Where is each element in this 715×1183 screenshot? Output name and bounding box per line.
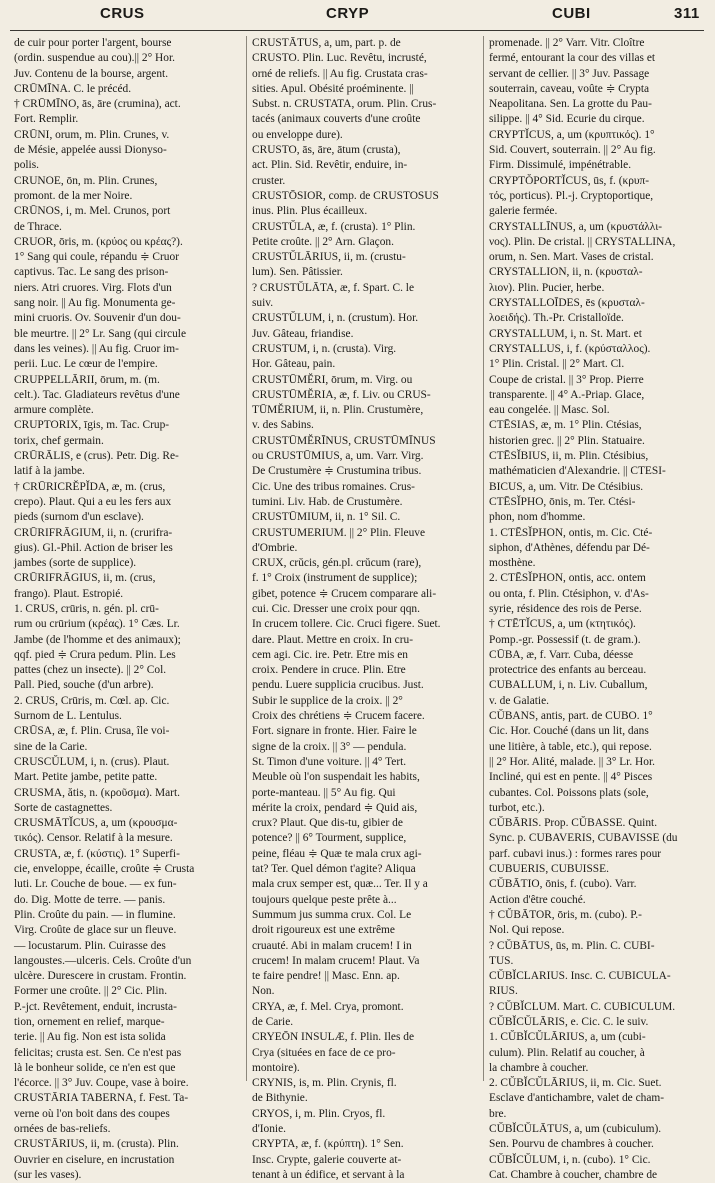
text-line: 2. CTĒSĬPHON, ontis, acc. ontem — [489, 572, 646, 585]
text-line: luti. Lr. Couche de boue. — ex fun- — [14, 878, 177, 891]
column-1 — [14, 36, 240, 1181]
text-line: crepo). Plaut. Qui a eu les fers aux — [14, 495, 172, 508]
text-line: Juv. Contenu de la bourse, argent. — [14, 67, 169, 80]
text-line: Cic. Une des tribus romaines. Crus- — [252, 480, 415, 493]
text-line: CRŪNI, orum, m. Plin. Crunes, v. — [14, 128, 170, 141]
text-line: 1. CŬBĬCŬLĀRIUS, a, um (cubi- — [489, 1031, 646, 1044]
text-line: porte-manteau. || 5° Au fig. Qui — [252, 786, 396, 799]
text-line: CRYSTALLUM, i, n. St. Mart. et — [489, 327, 642, 340]
text-line: CRUSMA, ătis, n. (κροῦσμα). Mart. — [14, 786, 180, 799]
text-line: CŬBĬCŬLUM, i, n. (cubo). 1° Cic. — [489, 1153, 651, 1166]
text-line: CRUNOE, ōn, m. Plin. Crunes, — [14, 174, 158, 187]
text-line: Subst. n. CRUSTATA, orum. Plin. Crus- — [252, 98, 437, 111]
text-line: Sen. Pourvu de chambres à coucher. — [489, 1138, 654, 1151]
text-line: la chambre à coucher. — [489, 1061, 589, 1074]
text-line: d'Ionie. — [252, 1123, 286, 1136]
text-line: (ordin. suspendue au cou).|| 2° Hor. — [14, 52, 175, 65]
text-line: CRUSTŪMĔRI, ōrum, m. Virg. ou — [252, 373, 413, 386]
text-line: syrie, résidence des rois de Perse. — [489, 602, 642, 615]
text-line: CRUSTŌSIOR, comp. de CRUSTOSUS — [252, 189, 439, 202]
text-line: de cuir pour porter l'argent, bourse — [14, 37, 172, 49]
text-line: Meuble où l'on suspendait les habits, — [252, 771, 420, 784]
text-line: niers. Atri cruores. Virg. Flots d'un — [14, 281, 172, 294]
text-line: 1. CRUS, crūris, n. gén. pl. crū- — [14, 602, 159, 615]
text-line: tacés (animaux couverts d'une croûte — [252, 113, 421, 126]
text-line: CRYSTALLOĪDES, ēs (κρυσταλ- — [489, 297, 645, 310]
text-line: sang noir. || Au fig. Monumenta ge- — [14, 297, 176, 310]
text-line: f. 1° Croix (instrument de supplice); — [252, 572, 418, 585]
text-line: † CRŪMĪNO, ās, āre (crumina), act. — [14, 98, 181, 111]
text-line: CRUSTĀTUS, a, um, part. p. de — [252, 37, 401, 49]
column-divider — [246, 36, 247, 1081]
text-line: montoire). — [252, 1061, 300, 1074]
text-line: act. Plin. Sid. Revêtir, enduire, in- — [252, 159, 408, 172]
text-line: v. de Galatie. — [489, 694, 549, 707]
text-line: BICUS, a, um. Vitr. De Ctésibius. — [489, 480, 644, 493]
text-line: CRŪNOS, i, m. Mel. Crunos, port — [14, 205, 171, 218]
text-line: Subir le supplice de la croix. || 2° — [252, 694, 403, 707]
text-line: CRUSTŪMĔRĪNUS, CRUSTŪMĪNUS — [252, 434, 436, 447]
header-rule — [10, 30, 704, 31]
text-line: Incliné, qui est en pente. || 4° Pisces — [489, 771, 653, 784]
text-line: CUBALLUM, i, n. Liv. Cuballum, — [489, 679, 648, 692]
text-line: captivus. Tac. Le sang des prison- — [14, 266, 169, 279]
running-header — [0, 0, 714, 34]
text-line: cui. Cic. Dresser une croix pour qqn. — [252, 602, 420, 615]
text-line: CRUSTŬLUM, i, n. (crustum). Hor. — [252, 312, 419, 325]
text-line: CRŪMĪNA. C. le précéd. — [14, 82, 132, 95]
column-2 — [252, 36, 478, 1181]
text-line: CRYPTA, æ, f. (κρύπτη). 1° Sen. — [252, 1138, 404, 1151]
text-line: cubantes. Col. Poissons plats (sole, — [489, 786, 649, 799]
text-line: gius). Gl.-Phil. Action de briser les — [14, 541, 173, 554]
text-line: ? CŬBĬCLUM. Mart. C. CUBICULUM. — [489, 1000, 676, 1013]
column-divider — [483, 36, 484, 1081]
text-line: Surnom de L. Lentulus. — [14, 710, 122, 723]
text-line: CRUOR, ōris, m. (κρύος ou κρέας?). — [14, 235, 183, 248]
text-line: croix. Pendere in cruce. Plin. Etre — [252, 664, 406, 677]
header-left-word: CRUS — [100, 5, 145, 22]
text-line: ornées de bas-reliefs. — [14, 1123, 111, 1136]
text-line: sine de la Carie. — [14, 740, 88, 753]
text-line: orné de reliefs. || Au fig. Crustata cras- — [252, 67, 428, 80]
text-line: 1° Sang qui coule, répandu ≑ Cruor — [14, 251, 179, 264]
text-line: latif à la jambe. — [14, 465, 85, 478]
header-center-word: CRYP — [326, 5, 370, 22]
text-line: CŬBĀTIO, ōnis, f. (cubo). Varr. — [489, 878, 637, 891]
text-line: CTĒSIAS, æ, m. 1° Plin. Ctésias, — [489, 419, 642, 432]
text-line: CRUSTUM, i, n. (crusta). Virg. — [252, 342, 397, 355]
text-line: τικός). Censor. Relatif à la mesure. — [14, 832, 173, 845]
text-line: celt.). Tac. Gladiateurs revêtus d'une — [14, 388, 180, 401]
text-line: λιον). Plin. Pucier, herbe. — [489, 281, 605, 294]
text-line: cie, enveloppe, écaille, croûte ≑ Crusta — [14, 863, 195, 876]
text-line: In crucem tollere. Cic. Cruci figere. Suet. — [252, 618, 441, 631]
text-line: CRYOS, i, m. Plin. Cryos, fl. — [252, 1107, 386, 1120]
text-line: tat? Ter. Quel démon t'agite? Aliqua — [252, 863, 416, 876]
text-line: CRUSTŬLĀRIUS, ii, m. (crustu- — [252, 251, 406, 264]
text-line: † CTĒTĬCUS, a, um (κτητικός). — [489, 618, 636, 631]
text-line: Jambe (de l'homme et des animaux); — [14, 633, 181, 646]
text-line: Fort. Remplir. — [14, 113, 79, 126]
text-line: transparente. || 4° A.-Priap. Glace, — [489, 388, 645, 401]
text-line: CRŪRIFRĀGIUS, ii, m. (crus, — [14, 572, 156, 585]
text-line: de Thrace. — [14, 220, 62, 233]
text-line: phon, nom d'homme. — [489, 511, 586, 524]
text-line: Former une croûte. || 2° Cic. Plin. — [14, 985, 168, 998]
text-line: signe de la croix. || 3° — pendula. — [252, 740, 407, 753]
text-line: toujours quelque peste prête à... — [252, 893, 397, 906]
text-line: CRUX, crŭcis, gén.pl. crŭcum (rare), — [252, 557, 422, 570]
text-line: CRUPPELLĀRII, ōrum, m. (m. — [14, 373, 160, 386]
text-line: CRYSTALLUS, i, f. (κρύσταλλος). — [489, 342, 651, 355]
text-line: armure complète. — [14, 404, 94, 417]
text-line: jambes (sorte de supplice). — [14, 557, 137, 570]
text-line: rum ou crūrium (κρέας). 1° Cæs. Lr. — [14, 618, 180, 631]
text-line: promenade. || 2° Varr. Vitr. Cloître — [489, 37, 645, 49]
text-line: Neapolitana. Sen. La grotte du Pau- — [489, 98, 652, 111]
text-line: pendu. Luere suppliciа crucibus. Just. — [252, 679, 424, 692]
text-line: tion, ornement en relief, marque- — [14, 1016, 165, 1028]
text-line: crux? Plaut. Que dis-tu, gibier de — [252, 817, 403, 830]
text-line: CRUSTŪMĔRIA, æ, f. Liv. ou CRUS- — [252, 388, 431, 401]
text-line: verne où l'on boit dans des coupes — [14, 1107, 170, 1120]
text-line: TŪMĔRIUM, ii, n. Plin. Crustumère, — [252, 404, 424, 417]
text-line: CŬBĬCŬLĀRIS, e. Cic. C. le suiv. — [489, 1016, 649, 1028]
text-line: Sorte de castagnettes. — [14, 801, 113, 814]
text-line: sities. Apul. Obésité proéminente. || — [252, 82, 414, 95]
text-line: droit rigoureux est une extrême — [252, 924, 395, 937]
text-line: Coupe de cristal. || 3° Prop. Pierre — [489, 373, 644, 386]
text-line: terie. || Au fig. Non est ista solida — [14, 1031, 166, 1044]
text-line: CRYPTĬCUS, a, um (κρυπτικός). 1° — [489, 128, 655, 141]
text-line: CRYNIS, is, m. Plin. Crynis, fl. — [252, 1077, 397, 1090]
text-line: λοειδής). Th.-Pr. Cristalloïde. — [489, 312, 624, 325]
text-line: Petite croûte. || 2° Arn. Glaçon. — [252, 235, 394, 248]
text-line: inus. Plin. Plus écailleux. — [252, 205, 368, 218]
text-line: Pomp.-gr. Possessif (t. de gram.). — [489, 633, 641, 646]
text-line: perii. Luc. Le cœur de l'empire. — [14, 358, 158, 371]
text-line: ou CRUSTŪMIUS, a, um. Varr. Virg. — [252, 450, 424, 463]
text-line: là le bonheur solide, ce n'en est que — [14, 1061, 176, 1074]
text-line: CRYSTALLĪNUS, a, um (κρυστάλλι- — [489, 220, 663, 233]
text-line: Action d'être couché. — [489, 893, 586, 906]
text-line: crucem! In malam crucem! Plaut. Va — [252, 954, 420, 967]
text-line: do. Dig. Motte de terre. — panis. — [14, 893, 166, 906]
text-line: ulcère. Durescere in crustam. Frontin. — [14, 970, 187, 983]
text-line: historien grec. || 2° Plin. Statuaire. — [489, 434, 645, 447]
text-line: langoustes.—ulceris. Cels. Croûte d'un — [14, 954, 192, 967]
text-line: St. Timon d'une voiture. || 4° Tert. — [252, 755, 407, 768]
text-line: turbot, etc.). — [489, 801, 545, 814]
text-line: mathématicien d'Alexandrie. || CTESI- — [489, 465, 666, 478]
text-line: CRUSTO, ās, āre, ātum (crusta), — [252, 144, 401, 157]
text-line: dare. Plaut. Mettre en croix. In cru- — [252, 633, 413, 646]
text-line: Crya (situées en face de ce pro- — [252, 1046, 396, 1059]
text-line: siphon, d'Athènes, défendu par Dé- — [489, 541, 650, 554]
text-line: τός, porticus). Pl.-j. Cryptoportique, — [489, 189, 654, 202]
text-line: Firm. Dissimulé, impénétrable. — [489, 159, 632, 172]
text-line: CRUSTŬLA, æ, f. (crusta). 1° Plin. — [252, 220, 416, 233]
text-line: CRUPTORIX, īgis, m. Tac. Crup- — [14, 419, 170, 432]
text-line: ? CŬBĀTUS, ūs, m. Plin. C. CUBI- — [489, 939, 655, 952]
text-line: CŬBANS, antis, part. de CUBO. 1° — [489, 710, 653, 723]
text-line: De Crustumère ≑ Crustumina tribus. — [252, 465, 422, 478]
text-line: torix, chef germain. — [14, 434, 104, 447]
text-line: CUBUERIS, CUBUISSE. — [489, 863, 609, 876]
text-line: Sync. p. CUBAVERIS, CUBAVISSE (du — [489, 832, 678, 845]
text-line: CTĒSĬPHO, ōnis, m. Ter. Ctési- — [489, 495, 636, 508]
text-line: gibet, potence ≑ Crucem comparare ali- — [252, 587, 437, 600]
text-line: Croix des chrétiens ≑ Crucem facere. — [252, 710, 425, 723]
text-line: 1. CTĒSĬPHON, ontis, m. Cic. Cté- — [489, 526, 653, 539]
text-line: mini cruoris. Ov. Souvenir d'un dou- — [14, 312, 181, 325]
text-line: ou onta, f. Plin. Ctésiphon, v. d'As- — [489, 587, 649, 600]
text-line: CRUSCŬLUM, i, n. (crus). Plaut. — [14, 755, 170, 768]
text-line: Juv. Gâteau, friandise. — [252, 327, 354, 340]
text-line: CRYPTŎPORTĬCUS, ūs, f. (κρυπ- — [489, 174, 650, 187]
column-3 — [489, 36, 715, 1181]
text-line: CTĒSĬBIUS, ii, m. Plin. Ctésibius, — [489, 450, 649, 463]
text-line: v. des Sabins. — [252, 419, 314, 432]
text-line: ou enveloppe dure). — [252, 128, 343, 141]
text-line: CRUSTA, æ, f. (κύστις). 1° Superfi- — [14, 847, 180, 860]
text-line: une litière, à table, etc.), qui repose. — [489, 740, 652, 753]
text-line: l'écorce. || 3° Juv. Coupe, vase à boire. — [14, 1077, 189, 1090]
text-line: de Bithynie. — [252, 1092, 308, 1105]
page-number: 311 — [674, 5, 700, 22]
text-line: † CŬBĀTOR, ōris, m. (cubo). P.- — [489, 908, 642, 921]
text-line: Cat. Chambre à coucher, chambre de — [489, 1168, 658, 1181]
text-line: Esclave d'antichambre, valet de cham- — [489, 1092, 665, 1105]
text-line: Virg. Croûte de glace sur un fleuve. — [14, 924, 177, 937]
text-line: 2. CŬBĬCŬLĀRIUS, ii, m. Cic. Suet. — [489, 1077, 662, 1090]
text-line: CRUSTĀRIA TABERNA, f. Fest. Ta- — [14, 1092, 189, 1105]
text-line: CŬBĀRIS. Prop. CŬBASSE. Quint. — [489, 817, 658, 830]
text-line: mosthène. — [489, 557, 536, 570]
text-line: dans les veines). || Au fig. Cruor im- — [14, 342, 179, 355]
text-line: CRUSTUMERIUM. || 2° Plin. Fleuve — [252, 526, 426, 539]
text-line: Pall. Pied, souche (d'un arbre). — [14, 679, 154, 692]
text-line: promont. de la mer Noire. — [14, 189, 133, 202]
text-line: polis. — [14, 159, 40, 172]
text-line: mérite la croix, pendard ≑ Quid ais, — [252, 801, 418, 814]
text-line: † CRŪRICRĔPĬDA, æ, m. (crus, — [14, 480, 166, 493]
text-line: ? CRUSTŬLĀTA, æ, f. Spart. C. le — [252, 281, 415, 294]
header-right-word: CUBI — [552, 5, 591, 22]
text-line: Hor. Gâteau, pain. — [252, 358, 336, 371]
text-line: culum). Plin. Relatif au coucher, à — [489, 1046, 645, 1059]
text-line: 2. CRUS, Crūris, m. Cœl. ap. Cic. — [14, 694, 170, 707]
text-line: tenant à un édifice, et servant à la — [252, 1168, 405, 1181]
text-line: RIUS. — [489, 985, 518, 998]
text-line: bre. — [489, 1107, 507, 1120]
text-line: peine, fléau ≑ Quæ te mala crux agi- — [252, 847, 422, 860]
text-line: TUS. — [489, 954, 514, 967]
text-line: pattes (chez un insecte). || 2° Col. — [14, 664, 167, 677]
text-line: silippe. || 4° Sid. Ecurie du cirque. — [489, 113, 645, 126]
text-line: frango). Plaut. Estropié. — [14, 587, 124, 600]
text-line: lum). Sen. Pâtissier. — [252, 266, 343, 279]
text-line: tumini. Liv. Hab. de Crustumère. — [252, 495, 403, 508]
text-line: galerie fermée. — [489, 205, 558, 218]
text-line: ble meurtre. || 2° Lr. Sang (qui circule — [14, 327, 187, 340]
text-line: de Mésie, appelée aussi Dionyso- — [14, 144, 167, 157]
text-line: CRUSTĀRIUS, ii, m. (crusta). Plin. — [14, 1138, 179, 1151]
text-line: de Carie. — [252, 1016, 294, 1028]
text-line: CRUSTŪMIUM, ii, n. 1° Sil. C. — [252, 511, 401, 524]
text-line: CŬBĬCŬLĀTUS, a, um (cubiculum). — [489, 1123, 662, 1136]
text-line: Sid. Couvert, souterrain. || 2° Au fig. — [489, 144, 656, 157]
text-line: d'Ombrie. — [252, 541, 298, 554]
text-line: P.-jct. Revêtement, enduit, incrusta- — [14, 1000, 177, 1013]
text-line: servant de cellier. || 3° Juv. Passage — [489, 67, 650, 80]
text-line: Ouvrier en ciselure, en incrustation — [14, 1153, 175, 1166]
text-line: pieds (surnom d'un esclave). — [14, 511, 144, 524]
text-line: te faire pendre! || Masc. Enn. ap. — [252, 970, 400, 983]
text-line: orum, n. Sen. Mart. Vases de cristal. — [489, 251, 654, 264]
text-line: CRŪSA, æ, f. Plin. Crusa, île voi- — [14, 725, 170, 738]
text-line: CRŪRĀLIS, e (crus). Petr. Dig. Re- — [14, 450, 179, 463]
text-line: cem agi. Cic. ire. Petr. Etre mis en — [252, 648, 408, 661]
text-line: 1° Plin. Cristal. || 2° Mart. Cl. — [489, 358, 625, 371]
text-line: potence? || 6° Tourment, supplice, — [252, 832, 407, 845]
text-line: qqf. pied ≑ Crura pedum. Plin. Les — [14, 648, 176, 661]
text-line: eau congelée. || Masc. Sol. — [489, 404, 610, 417]
text-line: fermé, entourant la cour des villas et — [489, 52, 656, 65]
text-line: protectrice des enfants au berceau. — [489, 664, 647, 677]
text-line: (sur les vases). — [14, 1168, 82, 1181]
text-line: νος). Plin. De cristal. || CRYSTALLINA, — [489, 235, 676, 248]
text-line: Fort. signare in fronte. Hier. Faire le — [252, 725, 417, 738]
text-line: Nol. Qui repose. — [489, 924, 565, 937]
text-line: — locustarum. Plin. Cuirasse des — [14, 939, 166, 952]
text-line: CRYEŌN INSULÆ, f. Plin. Iles de — [252, 1031, 414, 1044]
text-line: Insc. Crypte, galerie couverte at- — [252, 1153, 402, 1166]
text-line: Mart. Petite jambe, petite patte. — [14, 771, 158, 784]
text-line: cruauté. Abi in malam crucem! I in — [252, 939, 412, 952]
text-line: CRYSTALLION, ii, n. (κρυσταλ- — [489, 266, 643, 279]
text-line: CRYA, æ, f. Mel. Crya, promont. — [252, 1000, 404, 1013]
text-line: Plin. Croûte du pain. — in flumine. — [14, 908, 176, 921]
text-line: Summum jus summa crux. Col. Le — [252, 908, 412, 921]
text-line: suiv. — [252, 297, 274, 310]
text-line: CRŪRIFRĀGIUM, ii, n. (crurifra- — [14, 526, 173, 539]
text-line: souterrain, caveau, voûte ≑ Crypta — [489, 82, 650, 95]
text-line: CŬBĬCLARIUS. Insc. C. CUBICULA- — [489, 970, 671, 983]
text-line: felicitas; crusta est. Sen. Ce n'est pas — [14, 1046, 182, 1059]
text-line: || 2° Hor. Alité, malade. || 3° Lr. Hor. — [489, 755, 655, 768]
text-line: Cic. Hor. Couché (dans un lit, dans — [489, 725, 649, 738]
text-line: CRUSMĀTĬCUS, a, um (κρουσμα- — [14, 817, 178, 830]
text-line: parf. cubavi inus.) : formes rares pour — [489, 847, 662, 860]
text-line: CŪBA, æ, f. Varr. Cuba, déesse — [489, 648, 634, 661]
text-line: Non. — [252, 985, 275, 998]
text-line: mala crux semper est, quæ... Ter. Il y a — [252, 878, 428, 891]
text-line: cruster. — [252, 174, 286, 187]
text-line: CRUSTO. Plin. Luc. Revêtu, incrusté, — [252, 52, 427, 65]
